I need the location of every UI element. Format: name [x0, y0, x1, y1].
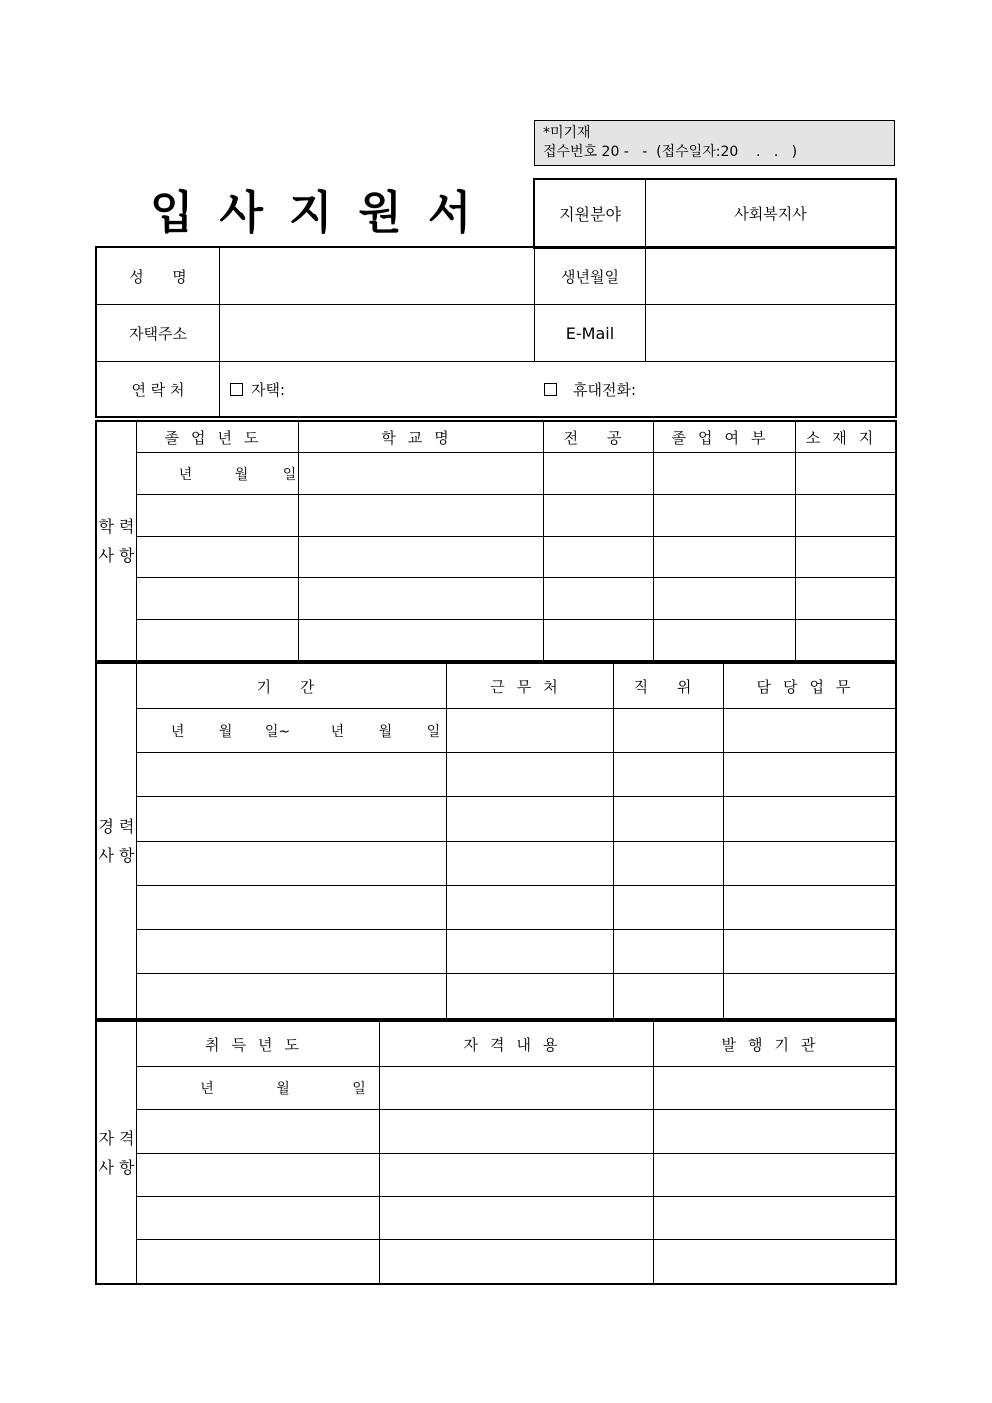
table-row	[97, 1154, 896, 1197]
license-cell[interactable]	[137, 1240, 380, 1284]
table-row	[97, 1197, 896, 1240]
license-cell[interactable]	[380, 1154, 654, 1197]
career-cell[interactable]	[137, 753, 447, 797]
career-cell[interactable]	[724, 709, 896, 753]
education-section-label: 학 력 사 항	[97, 422, 137, 661]
edu-cell[interactable]	[299, 453, 544, 495]
career-header-position: 직 위	[614, 664, 724, 709]
hint-day: 일~	[264, 723, 291, 740]
mobile-label: 휴대전화:	[573, 381, 637, 399]
edu-cell[interactable]	[796, 620, 896, 661]
hint-month: 월	[218, 723, 233, 740]
hint-month: 월	[378, 723, 393, 740]
edu-date-hint[interactable]	[137, 453, 299, 495]
career-header-workplace: 근무처	[447, 664, 614, 709]
edu-cell[interactable]	[137, 537, 299, 578]
birth-label: 생년월일	[535, 248, 646, 305]
name-field[interactable]	[220, 248, 535, 305]
career-cell[interactable]	[724, 886, 896, 930]
field-value[interactable]: 사회복지사	[646, 180, 896, 248]
hint-day: 일	[352, 1081, 366, 1097]
home-phone-label: 자택:	[251, 380, 286, 399]
table-row	[97, 842, 896, 886]
license-cell[interactable]	[137, 1197, 380, 1240]
career-cell[interactable]	[614, 974, 724, 1019]
edu-cell[interactable]	[137, 620, 299, 661]
edu-cell[interactable]	[654, 578, 796, 620]
career-header-period: 기 간	[137, 664, 447, 709]
hint-day: 일	[426, 723, 441, 740]
name-label: 성 명	[97, 248, 220, 305]
career-cell[interactable]	[137, 842, 447, 886]
license-date-hint[interactable]	[137, 1067, 380, 1110]
table-row	[97, 578, 896, 620]
edu-cell[interactable]	[544, 578, 654, 620]
receipt-box	[534, 120, 895, 166]
career-section-label: 경 력 사 항	[97, 664, 137, 1019]
license-cell[interactable]	[654, 1240, 896, 1284]
career-table	[96, 663, 896, 1019]
career-date-hint[interactable]	[137, 709, 447, 753]
career-cell[interactable]	[724, 797, 896, 842]
application-field-table	[534, 179, 896, 248]
email-label: E-Mail	[535, 305, 646, 362]
address-field[interactable]	[220, 305, 535, 362]
personal-info-table	[96, 247, 896, 417]
table-row	[97, 537, 896, 578]
page-title: 입사지원서	[150, 186, 498, 239]
license-header-issuer: 발행기관	[654, 1022, 896, 1067]
career-cell[interactable]	[447, 930, 614, 974]
edu-cell[interactable]	[299, 578, 544, 620]
license-cell[interactable]	[137, 1154, 380, 1197]
edu-header-major: 전 공	[544, 422, 654, 453]
hint-month: 월	[276, 1081, 290, 1097]
address-label: 자택주소	[97, 305, 220, 362]
license-cell[interactable]	[654, 1197, 896, 1240]
birth-field[interactable]	[646, 248, 896, 305]
education-table	[96, 421, 896, 661]
career-header-duty: 담당업무	[724, 664, 896, 709]
hint-month: 월	[234, 466, 249, 483]
mobile-checkbox[interactable]	[544, 383, 557, 396]
career-cell[interactable]	[137, 797, 447, 842]
license-cell[interactable]	[380, 1197, 654, 1240]
edu-cell[interactable]	[654, 453, 796, 495]
table-row	[97, 930, 896, 974]
edu-cell[interactable]	[796, 453, 896, 495]
career-cell[interactable]	[137, 930, 447, 974]
edu-cell[interactable]	[544, 495, 654, 537]
hint-year: 년	[200, 1081, 214, 1097]
edu-cell[interactable]	[654, 495, 796, 537]
career-cell[interactable]	[447, 709, 614, 753]
career-cell[interactable]	[614, 709, 724, 753]
career-cell[interactable]	[614, 797, 724, 842]
edu-cell[interactable]	[796, 495, 896, 537]
hint-day: 일	[282, 466, 297, 483]
hint-year: 년	[178, 466, 193, 483]
field-label: 지원분야	[535, 180, 646, 248]
table-row	[97, 1110, 896, 1154]
career-cell[interactable]	[447, 842, 614, 886]
license-cell[interactable]	[654, 1154, 896, 1197]
table-row	[97, 495, 896, 537]
hint-year: 년	[330, 723, 345, 740]
license-cell[interactable]	[380, 1110, 654, 1154]
contact-field	[220, 362, 896, 417]
license-cell[interactable]	[654, 1067, 896, 1110]
receipt-note: *미기재	[543, 125, 591, 141]
license-header-year: 취득년도	[137, 1022, 380, 1067]
table-row	[97, 974, 896, 1019]
contact-label: 연 락 처	[97, 362, 220, 417]
career-cell[interactable]	[447, 753, 614, 797]
edu-header-location: 소재지	[796, 422, 896, 453]
edu-header-status: 졸업여부	[654, 422, 796, 453]
career-cell[interactable]	[447, 974, 614, 1019]
edu-cell[interactable]	[299, 537, 544, 578]
edu-cell[interactable]	[796, 578, 896, 620]
table-row	[97, 1240, 896, 1284]
edu-header-year: 졸업년도	[137, 422, 299, 453]
license-cell[interactable]	[654, 1110, 896, 1154]
license-cell[interactable]	[380, 1240, 654, 1284]
career-cell[interactable]	[614, 753, 724, 797]
table-row	[97, 620, 896, 661]
career-cell[interactable]	[614, 842, 724, 886]
edu-cell[interactable]	[654, 537, 796, 578]
career-cell[interactable]	[724, 974, 896, 1019]
career-cell[interactable]	[724, 842, 896, 886]
license-header-content: 자격내용	[380, 1022, 654, 1067]
license-cell[interactable]	[380, 1067, 654, 1110]
edu-cell[interactable]	[544, 620, 654, 661]
career-cell[interactable]	[614, 886, 724, 930]
edu-cell[interactable]	[796, 537, 896, 578]
license-cell[interactable]	[137, 1110, 380, 1154]
career-cell[interactable]	[447, 886, 614, 930]
career-cell[interactable]	[724, 753, 896, 797]
hint-year: 년	[170, 723, 185, 740]
email-field[interactable]	[646, 305, 896, 362]
edu-cell[interactable]	[654, 620, 796, 661]
career-cell[interactable]	[614, 930, 724, 974]
edu-cell[interactable]	[544, 453, 654, 495]
receipt-number-line: 접수번호 20 - - (접수일자:20 . . )	[543, 144, 798, 160]
edu-cell[interactable]	[137, 578, 299, 620]
edu-cell[interactable]	[299, 620, 544, 661]
home-phone-checkbox[interactable]	[230, 383, 243, 396]
career-cell[interactable]	[137, 886, 447, 930]
license-table	[96, 1021, 896, 1284]
career-cell[interactable]	[137, 974, 447, 1019]
edu-cell[interactable]	[544, 537, 654, 578]
edu-cell[interactable]	[299, 495, 544, 537]
license-section-label: 자 격 사 항	[97, 1022, 137, 1284]
table-row	[97, 753, 896, 797]
table-row	[97, 797, 896, 842]
career-cell[interactable]	[724, 930, 896, 974]
edu-header-school: 학교명	[299, 422, 544, 453]
table-row	[97, 886, 896, 930]
career-cell[interactable]	[447, 797, 614, 842]
edu-cell[interactable]	[137, 495, 299, 537]
